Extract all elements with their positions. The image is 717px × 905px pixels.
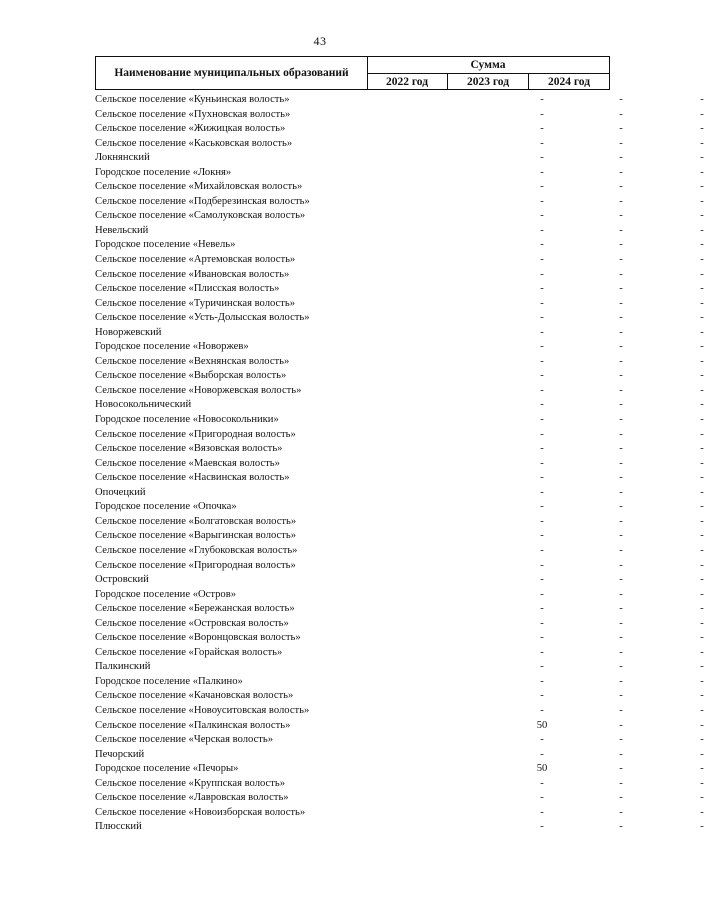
table-row [95, 704, 704, 719]
municipality-name: Островский [95, 574, 149, 586]
amount-2023: - [619, 137, 623, 149]
amount-2022: - [540, 690, 544, 702]
amount-2023: - [619, 530, 623, 542]
amount-2024: - [700, 414, 704, 426]
amount-2024: - [700, 355, 704, 367]
amount-2022: - [540, 748, 544, 760]
amount-2023: - [619, 210, 623, 222]
amount-2024: - [700, 646, 704, 658]
municipality-name: Невельский [95, 224, 149, 236]
table-row [95, 413, 704, 428]
municipality-name: Сельское поселение «Новоуситовская волость» [95, 704, 310, 716]
municipality-name: Сельское поселение «Выборская волость» [95, 370, 287, 382]
amount-2023: - [619, 690, 623, 702]
amount-2023: - [619, 588, 623, 600]
amount-2024: - [700, 341, 704, 353]
amount-2023: - [619, 472, 623, 484]
municipality-name: Новосокольнический [95, 399, 192, 411]
amount-2022: - [540, 617, 544, 629]
table-row [95, 646, 704, 661]
municipality-name: Сельское поселение «Качановская волость» [95, 690, 294, 702]
table-row [95, 588, 704, 603]
amount-2023: - [619, 661, 623, 673]
table-row [95, 689, 704, 704]
amount-2024: - [700, 166, 704, 178]
header-year-2023: 2023 год [448, 74, 529, 89]
municipality-name: Сельское поселение «Артемовская волость» [95, 254, 296, 266]
table-row [95, 282, 704, 297]
amount-2024: - [700, 632, 704, 644]
municipality-name: Новоржевский [95, 326, 162, 338]
table-row [95, 180, 704, 195]
table-row [95, 500, 704, 515]
table-row [95, 544, 704, 559]
municipality-name: Сельское поселение «Глубоковская волость» [95, 544, 298, 556]
amount-2024: - [700, 399, 704, 411]
amount-2024: - [700, 544, 704, 556]
table-row [95, 719, 704, 734]
municipality-name: Сельское поселение «Вязовская волость» [95, 443, 283, 455]
amount-2022: - [540, 559, 544, 571]
amount-2023: - [619, 297, 623, 309]
amount-2022: - [540, 195, 544, 207]
amount-2024: - [700, 777, 704, 789]
amount-2022: - [540, 515, 544, 527]
amount-2023: - [619, 254, 623, 266]
amount-2024: - [700, 792, 704, 804]
amount-2022: 50 [536, 719, 548, 731]
table-row [95, 515, 704, 530]
amount-2022: - [540, 297, 544, 309]
amount-2022: - [540, 792, 544, 804]
amount-2022: - [540, 254, 544, 266]
amount-2022: - [540, 632, 544, 644]
table-row [95, 195, 704, 210]
municipality-name: Сельское поселение «Болгатовская волость» [95, 515, 297, 527]
header-year-2024: 2024 год [547, 75, 591, 88]
amount-2022: - [540, 384, 544, 396]
table-row [95, 806, 704, 821]
municipality-name: Сельское поселение «Круппская волость» [95, 777, 286, 789]
table-row [95, 209, 704, 224]
municipality-name: Городское поселение «Новоржев» [95, 341, 249, 353]
amount-2024: - [700, 152, 704, 164]
amount-2024: - [700, 501, 704, 513]
amount-2023: - [619, 94, 623, 105]
amount-2023: - [619, 443, 623, 455]
amount-2023: - [619, 603, 623, 615]
amount-2022: - [540, 268, 544, 280]
amount-2022: - [540, 370, 544, 382]
amount-2023: - [619, 457, 623, 469]
amount-2024: - [700, 457, 704, 469]
amount-2022: - [540, 224, 544, 236]
table-row [95, 326, 704, 341]
amount-2023: - [619, 384, 623, 396]
amount-2023: - [619, 792, 623, 804]
amount-2024: - [700, 370, 704, 382]
municipality-name: Плюсский [95, 821, 142, 833]
municipality-name: Сельское поселение «Каськовская волость» [95, 137, 293, 149]
amount-2022: - [540, 428, 544, 440]
municipality-name: Сельское поселение «Горайская волость» [95, 646, 283, 658]
amount-2023: - [619, 515, 623, 527]
table-row [95, 733, 704, 748]
municipality-name: Сельское поселение «Туричинская волость» [95, 297, 296, 309]
table-row [95, 151, 704, 166]
amount-2022: - [540, 94, 544, 105]
amount-2023: - [619, 675, 623, 687]
table-row [95, 253, 704, 268]
amount-2024: - [700, 181, 704, 193]
table-row [95, 340, 704, 355]
municipality-name: Печорский [95, 748, 145, 760]
municipality-name: Сельское поселение «Палкинская волость» [95, 719, 291, 731]
amount-2022: - [540, 166, 544, 178]
amount-2023: - [619, 355, 623, 367]
amount-2024: - [700, 123, 704, 135]
amount-2022: - [540, 472, 544, 484]
municipality-name: Городское поселение «Палкино» [95, 675, 243, 687]
municipality-name: Опочецкий [95, 486, 146, 498]
municipality-name: Сельское поселение «Подберезинская волость» [95, 195, 310, 207]
amount-2023: - [619, 632, 623, 644]
amount-2023: - [619, 617, 623, 629]
amount-2024: - [700, 94, 704, 105]
table-row [95, 602, 704, 617]
amount-2024: - [700, 326, 704, 338]
table-row [95, 748, 704, 763]
amount-2024: - [700, 486, 704, 498]
municipality-name: Сельское поселение «Вехнянская волость» [95, 355, 290, 367]
amount-2023: - [619, 704, 623, 716]
amount-2023: - [619, 239, 623, 251]
header-name-column: Наименование муниципальных образований [96, 57, 368, 89]
amount-2022: - [540, 399, 544, 411]
municipality-name: Сельское поселение «Пригородная волость» [95, 559, 296, 571]
table-row [95, 137, 704, 152]
amount-2022: - [540, 530, 544, 542]
amount-2024: - [700, 748, 704, 760]
table-row [95, 660, 704, 675]
amount-2024: - [700, 210, 704, 222]
amount-2022: - [540, 457, 544, 469]
amount-2023: - [619, 777, 623, 789]
amount-2024: - [700, 195, 704, 207]
amount-2022: - [540, 734, 544, 746]
amount-2024: - [700, 297, 704, 309]
amount-2024: - [700, 617, 704, 629]
amount-2023: - [619, 181, 623, 193]
page-number: 43 [313, 34, 327, 48]
municipality-name: Сельское поселение «Самолуковская волость» [95, 210, 306, 222]
municipality-name: Городское поселение «Невель» [95, 239, 236, 251]
amount-2023: - [619, 544, 623, 556]
amount-2022: - [540, 239, 544, 251]
amount-2024: - [700, 704, 704, 716]
municipality-name: Сельское поселение «Воронцовская волость» [95, 632, 301, 644]
amount-2022: - [540, 777, 544, 789]
amount-2023: - [619, 152, 623, 164]
table-row [95, 355, 704, 370]
amount-2024: - [700, 254, 704, 266]
municipality-name: Сельское поселение «Новоизборская волость» [95, 806, 306, 818]
amount-2024: - [700, 108, 704, 120]
amount-2024: - [700, 443, 704, 455]
header-sum-column: Сумма [367, 57, 609, 74]
municipality-name: Сельское поселение «Жижицкая волость» [95, 123, 286, 135]
municipality-name: Сельское поселение «Михайловская волость» [95, 181, 303, 193]
amount-2022: - [540, 123, 544, 135]
amount-2024: - [700, 312, 704, 324]
table-row [95, 559, 704, 574]
table-row [95, 268, 704, 283]
table-row [95, 108, 704, 123]
table-row [95, 617, 704, 632]
municipality-name: Сельское поселение «Пригородная волость» [95, 428, 296, 440]
amount-2023: - [619, 646, 623, 658]
amount-2022: - [540, 486, 544, 498]
amount-2024: - [700, 137, 704, 149]
table-row [95, 224, 704, 239]
amount-2024: - [700, 384, 704, 396]
amount-2022: - [540, 544, 544, 556]
amount-2024: - [700, 224, 704, 236]
amount-2023: - [619, 224, 623, 236]
table-row [95, 529, 704, 544]
table-row [95, 791, 704, 806]
amount-2023: - [619, 486, 623, 498]
amount-2022: 50 [536, 763, 548, 775]
table-row [95, 631, 704, 646]
amount-2023: - [619, 166, 623, 178]
amount-2022: - [540, 806, 544, 818]
amount-2024: - [700, 268, 704, 280]
amount-2023: - [619, 399, 623, 411]
table-row [95, 457, 704, 472]
table-row [95, 398, 704, 413]
table-row [95, 297, 704, 312]
amount-2024: - [700, 588, 704, 600]
amount-2024: - [700, 690, 704, 702]
amount-2023: - [619, 821, 623, 833]
municipality-name: Сельское поселение «Куньинская волость» [95, 94, 290, 105]
amount-2022: - [540, 137, 544, 149]
amount-2022: - [540, 675, 544, 687]
amount-2023: - [619, 195, 623, 207]
municipality-name: Городское поселение «Остров» [95, 588, 236, 600]
municipality-name: Локнянский [95, 152, 150, 164]
amount-2022: - [540, 355, 544, 367]
table-row [95, 471, 704, 486]
amount-2024: - [700, 734, 704, 746]
amount-2022: - [540, 341, 544, 353]
amount-2023: - [619, 326, 623, 338]
municipality-name: Сельское поселение «Маевская волость» [95, 457, 280, 469]
amount-2024: - [700, 239, 704, 251]
amount-2024: - [700, 515, 704, 527]
amount-2024: - [700, 806, 704, 818]
table-row [95, 238, 704, 253]
table-row [95, 311, 704, 326]
amount-2024: - [700, 472, 704, 484]
amount-2023: - [619, 748, 623, 760]
table-row [95, 777, 704, 792]
amount-2022: - [540, 821, 544, 833]
municipality-name: Сельское поселение «Бережанская волость» [95, 603, 295, 615]
municipality-name: Сельское поселение «Лавровская волость» [95, 792, 289, 804]
table-row [95, 486, 704, 501]
amount-2023: - [619, 414, 623, 426]
amount-2022: - [540, 588, 544, 600]
municipality-name: Сельское поселение «Ивановская волость» [95, 268, 290, 280]
amount-2024: - [700, 661, 704, 673]
table-row [95, 820, 704, 835]
amount-2024: - [700, 675, 704, 687]
amount-2024: - [700, 719, 704, 731]
municipality-name: Сельское поселение «Пухновская волость» [95, 108, 291, 120]
amount-2022: - [540, 704, 544, 716]
amount-2023: - [619, 719, 623, 731]
amount-2023: - [619, 108, 623, 120]
table-row [95, 428, 704, 443]
amount-2022: - [540, 501, 544, 513]
table-row [95, 442, 704, 457]
amount-2022: - [540, 443, 544, 455]
municipality-name: Сельское поселение «Новоржевская волость» [95, 384, 302, 396]
amount-2023: - [619, 559, 623, 571]
header-year-2022: 2022 год [367, 74, 448, 89]
amount-2023: - [619, 283, 623, 295]
amount-2024: - [700, 603, 704, 615]
amount-2023: - [619, 370, 623, 382]
amount-2023: - [619, 734, 623, 746]
amount-2022: - [540, 574, 544, 586]
municipality-name: Палкинский [95, 661, 151, 673]
amount-2024: - [700, 574, 704, 586]
amount-2023: - [619, 268, 623, 280]
amount-2022: - [540, 108, 544, 120]
amount-2022: - [540, 181, 544, 193]
municipality-name: Сельское поселение «Варыгинская волость» [95, 530, 297, 542]
table-row [95, 573, 704, 588]
amount-2022: - [540, 312, 544, 324]
amount-2022: - [540, 603, 544, 615]
table-row [95, 122, 704, 137]
amount-2023: - [619, 806, 623, 818]
table-row [95, 369, 704, 384]
amount-2022: - [540, 414, 544, 426]
amount-2024: - [700, 530, 704, 542]
municipality-name: Сельское поселение «Островская волость» [95, 617, 289, 629]
amount-2024: - [700, 763, 704, 775]
municipality-name: Городское поселение «Новосокольники» [95, 414, 279, 426]
amount-2024: - [700, 821, 704, 833]
table-row [95, 762, 704, 777]
amount-2023: - [619, 341, 623, 353]
table-row [95, 675, 704, 690]
amount-2023: - [619, 501, 623, 513]
amount-2023: - [619, 763, 623, 775]
amount-2023: - [619, 428, 623, 440]
municipality-name: Сельское поселение «Черская волость» [95, 734, 274, 746]
municipality-name: Сельское поселение «Усть-Долысская волость» [95, 312, 310, 324]
amount-2023: - [619, 574, 623, 586]
table-header [95, 56, 610, 90]
amount-2022: - [540, 661, 544, 673]
amount-2022: - [540, 210, 544, 222]
municipality-name: Сельское поселение «Насвинская волость» [95, 472, 290, 484]
municipality-name: Городское поселение «Локня» [95, 166, 232, 178]
amount-2023: - [619, 312, 623, 324]
table-body [95, 93, 704, 835]
municipality-name: Сельское поселение «Плисская волость» [95, 283, 280, 295]
amount-2022: - [540, 646, 544, 658]
amount-2024: - [700, 283, 704, 295]
amount-2024: - [700, 428, 704, 440]
municipality-name: Городское поселение «Опочка» [95, 501, 237, 513]
municipality-name: Городское поселение «Печоры» [95, 763, 239, 775]
amount-2023: - [619, 123, 623, 135]
amount-2022: - [540, 326, 544, 338]
amount-2022: - [540, 152, 544, 164]
amount-2024: - [700, 559, 704, 571]
table-row [95, 166, 704, 181]
table-row [95, 384, 704, 399]
table-row [95, 93, 704, 108]
amount-2022: - [540, 283, 544, 295]
